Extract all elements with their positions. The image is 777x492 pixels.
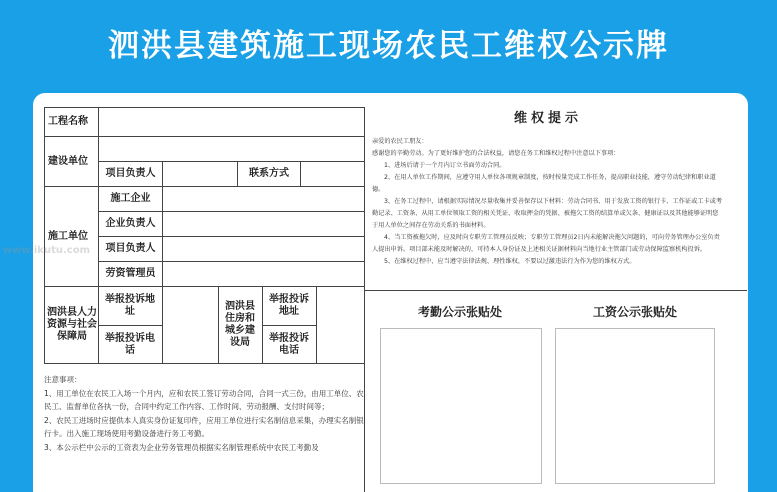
label-builder: 施工单位: [48, 230, 88, 242]
label-project-name: 工程名称: [48, 116, 88, 127]
label-hr-bureau: 泗洪县人力资源与社会保障局: [47, 307, 97, 342]
page-title: 泗洪县建筑施工现场农民工维权公示牌: [108, 28, 669, 64]
notice-item: 4、当工资被拖欠时，应及时向专职劳工管理员反映；专职劳工管理员2日内未能解决拖欠问题的，可向劳务管理办公室负责人提出申诉。项目部未能及时解决的，可持本人身份证及上述相关证据材料向当地行业主管部门或劳动保障监察机构投诉。: [372, 234, 720, 253]
notes-item: 1、用工单位在农民工入场一个月内，应和农民工签订劳动合同，合同一式三份，由用工单位、农民工、监督单位各执一份，合同中约定工作内容、工作时间、劳动报酬、支付时间等；: [44, 388, 364, 411]
label-contact: 联系方式: [249, 168, 289, 179]
notes-item: 2、农民工进场时应提供本人真实身份证复印件，应用工单位进行实名制信息采集，办理实名制银行卡。出入施工现场使用考勤设备进行务工考勤。: [44, 415, 364, 438]
label-construction-unit: 建设单位: [48, 155, 88, 167]
notes-item: 3、本公示栏中公示的工资表为企业劳务管理员根据实名制管理系统中农民工考勤及: [44, 442, 319, 452]
label-project-manager: 项目负责人: [105, 243, 156, 254]
label-project-leader: 项目负责人: [105, 168, 156, 179]
label-housing-bureau: 泗洪县住房和城乡建设局: [225, 301, 255, 348]
attendance-posting-box: [380, 328, 542, 484]
label-builder-company: 施工企业: [110, 193, 151, 204]
notice-greeting: 亲爱的农民工朋友：: [372, 138, 428, 145]
label-complaint-phone-2: 举报投诉电话: [269, 332, 309, 356]
label-company-leader: 企业负责人: [105, 218, 156, 229]
label-complaint-address-1: 举报投诉地址: [105, 294, 155, 317]
notice-item: 3、在务工过程中，请根据实际情况尽量收集并妥善保存以下材料：劳动合同书、用于发放工资的银行卡、工作证或工卡或考勤记录、工资条、从用工单位领取工资的相关凭证、收取押金的凭据、被拖欠工资的结算单或欠条、健康证以及其他能够证明您于用人单位之间存在劳动关系的书面材料。: [372, 198, 723, 229]
notice-item: 1、进场后请于一个月内订立书面劳动合同。: [384, 162, 506, 169]
notice-intro: 感谢您的辛勤劳动。为了更好维护您的合法权益，请您在务工和维权过程中注意以下事项：: [372, 150, 620, 157]
notice-item: 2、在用人单位工作期间，应遵守用人单位各项规章制度，按时按量完成工作任务，提高职业技能，遵守劳动纪律和职业道德。: [372, 174, 716, 193]
wage-posting-box: [555, 328, 715, 484]
attendance-label: 考勤公示张贴处: [417, 305, 502, 319]
watermark: www.ikutu.com: [3, 245, 90, 256]
label-complaint-phone-1: 举报投诉电话: [105, 332, 155, 356]
label-complaint-address-2: 举报投诉地址: [269, 294, 309, 317]
notice-heading: 维权提示: [513, 111, 582, 126]
wage-label: 工资公示张贴处: [592, 305, 677, 319]
notes-heading: 注意事项：: [44, 375, 82, 384]
rights-notice: [372, 107, 724, 268]
notes-section: [44, 373, 364, 454]
label-labor-manager: 劳资管理员: [105, 268, 156, 279]
notice-item: 5、在维权过程中，应当遵守法律法规、理性维权，不要以过激违法行为作为您的维权方式。: [384, 258, 636, 265]
